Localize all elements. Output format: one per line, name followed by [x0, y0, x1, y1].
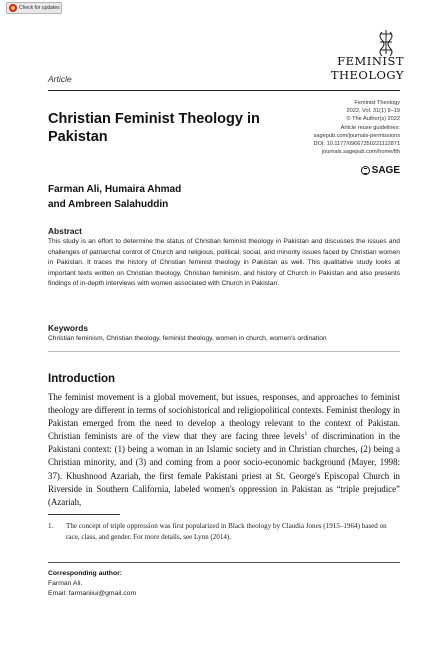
journal-logo: [316, 28, 404, 80]
intro-text-part-1: The feminist movement is a global movement, but issues, responses, and approaches to feminist theology are different in terms of sociohistorical and religiopolitical contexts. Feminist theology in Pakistan emerged from the need to develop a theology relevant to the context of Pakistan. Christian feminists are of the view that they are facing three levels: [48, 392, 400, 442]
author-list: [48, 182, 308, 212]
publisher-name: SAGE: [371, 165, 400, 176]
logo-word-feminist: FEMINIST: [337, 54, 404, 68]
logo-word-theology: THEOLOGY: [330, 68, 404, 82]
check-for-updates-badge[interactable]: [6, 2, 62, 14]
abstract-text: This study is an effort to determine the status of Christian feminist theology in Pakistan and discusses the issues and challenges of patriarchal control of Church and religious, political, social, and minority issues faced by Christian women in Pakistan. It traces the history of Christian feminist theology in Pakistan as well. This qualitative study looks at important texts written on Christian theology, Christian feminism, and history of Church in Pakistan and also presents findings of in-depth interviews with women associated with Church in Pakistan.: [48, 238, 400, 288]
journal-metadata: [280, 99, 400, 156]
abstract-heading: Abstract: [48, 226, 82, 236]
footnote-text: The concept of triple oppression was first popularized in Black theology by Claudia Jones (1915–1964) based on race, class, and gender. For more details, see Lynn (2014).: [66, 522, 387, 541]
meta-permissions-link[interactable]: sagepub.com/journals-permissions: [313, 132, 400, 139]
article-type-label: Article: [48, 74, 72, 84]
corresponding-author-heading: Corresponding author:: [48, 570, 123, 577]
corresponding-author-name: Farman Ali.: [48, 580, 83, 587]
keywords-text: Christian feminism, Christian theology, feminist theology, women in church, women's ordination: [48, 335, 327, 342]
introduction-heading: Introduction: [48, 373, 116, 385]
meta-homepage-link[interactable]: journals.sagepub.com/home/fth: [321, 149, 400, 156]
corresponding-author-email[interactable]: Email: farmaniiui@gmail.com: [48, 590, 137, 597]
meta-reuse: Article reuse guidelines:: [340, 124, 400, 131]
keywords-heading: Keywords: [48, 323, 89, 333]
crossmark-icon: [9, 4, 17, 12]
authors-line-2: and Ambreen Salahuddin: [48, 199, 169, 210]
footnote-reference-link[interactable]: 1: [304, 431, 308, 438]
authors-line-1: Farman Ali, Humaira Ahmad: [48, 184, 182, 195]
keywords-divider: [48, 351, 400, 352]
footnote: [48, 521, 400, 542]
footnote-rule: [48, 514, 120, 515]
meta-copyright: © The Author(s) 2022: [346, 116, 400, 123]
introduction-paragraph: [48, 391, 400, 509]
header-rule: [48, 90, 400, 91]
corresponding-rule: [48, 562, 400, 563]
footnote-number: 1.: [48, 522, 54, 530]
meta-journal-name: Feminist Theology: [354, 100, 400, 106]
check-for-updates-label: Check for updates: [19, 5, 60, 11]
sage-logo-icon: [361, 166, 370, 175]
intro-text-part-2: of discrimination in the Pakistani context: (1) being a woman in an Islamic society and in Christian churches, (2) being a Christian minority, and (3) and coming from a poor socio-economic background (Mayer, 1998: 37). Khushnood Azariah, the first female Pakistani priest at St. George's Episcopal Church in Riverside in Southern California, labeled women's oppression in Pakistan as “triple prejudice” (Azariah,: [48, 431, 400, 507]
publisher-logo: [361, 165, 400, 176]
meta-volume: 2022, Vol. 31(1) 9–19: [346, 108, 400, 115]
paper-title: Christian Feminist Theology in Pakistan: [48, 111, 260, 145]
meta-doi-link[interactable]: DOI: 10.1177/09667350221112871: [313, 141, 400, 148]
